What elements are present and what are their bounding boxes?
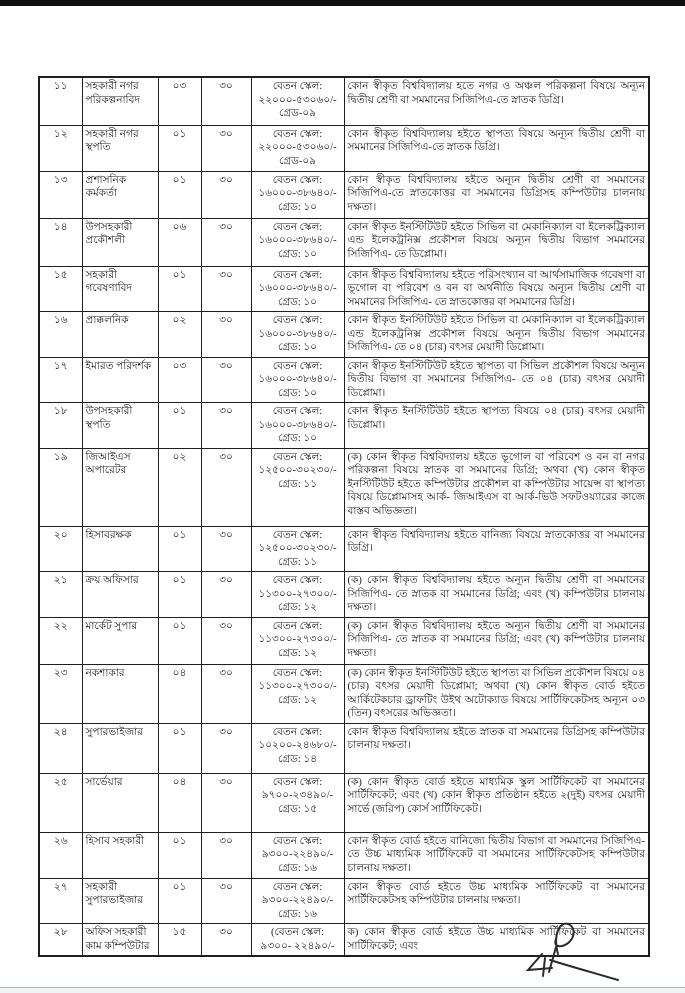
post-name-cell: নকশাকার bbox=[82, 664, 158, 723]
pay-grade: গ্রেড: ১১ bbox=[277, 556, 318, 568]
pay-scale-cell bbox=[251, 357, 344, 403]
vacancy-count-cell: ১৫ bbox=[158, 924, 201, 957]
pay-scale-label: (বেতন স্কেল: bbox=[271, 927, 324, 938]
vacancy-count-cell: ০১ bbox=[158, 723, 201, 773]
pay-scale-cell bbox=[251, 878, 344, 924]
pay-grade: গ্রেড: ১০ bbox=[277, 387, 318, 399]
pay-scale-label: বেতন স্কেল: bbox=[272, 269, 323, 281]
age-limit-cell: ৩০ bbox=[201, 723, 251, 773]
qualification-cell: কোন স্বীকৃত ইনস্টিটিউট হইতে স্থাপত্য বা সিভিল প্রকৌশল বিষয়ে অন্যূন দ্বিতীয় বিভাগ বা সমমানের সিজিপিএ- তে ০৪ (চার) বৎসর মেয়াদী ডিপ্লোমা। bbox=[344, 357, 649, 403]
serial-cell: ২৭ bbox=[39, 878, 82, 924]
serial-cell: ১৭ bbox=[39, 357, 82, 403]
serial-cell: ২১ bbox=[39, 572, 82, 618]
qualification-cell: কোন স্বীকৃত বিশ্ববিদ্যালয় হইতে স্থাপত্য বিষয়ে অন্যূন দ্বিতীয় শ্রেণী বা সমমানের সিজিপিএ-তে স্নাতক ডিগ্রি। bbox=[344, 125, 649, 171]
age-limit-cell: ৩০ bbox=[201, 125, 251, 171]
pay-scale-range: ১৬০০০-৩৮৬৪০/- bbox=[258, 235, 337, 246]
age-limit-cell: ৩০ bbox=[201, 171, 251, 218]
qualification-cell: কোন স্বীকৃত বিশ্ববিদ্যালয় হতে নগর ও অঞ্চল পরিকল্পনা বিষয়ে অন্যূন দ্বিতীয় শ্রেণী বা সমমানের সিজিপিএ-তে স্নাতক ডিগ্রি। bbox=[344, 77, 649, 125]
table-row bbox=[39, 617, 649, 664]
serial-cell: ১৮ bbox=[39, 403, 82, 449]
pay-scale-cell bbox=[251, 403, 344, 449]
age-limit-cell: ৩০ bbox=[201, 832, 251, 878]
table-row bbox=[39, 664, 649, 723]
recruitment-table bbox=[38, 76, 650, 957]
serial-cell: ২৬ bbox=[39, 832, 82, 878]
serial-cell: ২৮ bbox=[39, 924, 82, 957]
serial-cell: ১২ bbox=[39, 125, 82, 171]
age-limit-cell: ৩০ bbox=[201, 266, 251, 312]
pay-scale-cell bbox=[251, 664, 344, 723]
pay-grade: গ্রেড-০৯ bbox=[279, 108, 316, 119]
qualification-cell: (ক) কোন স্বীকৃত বিশ্ববিদ্যালয় হইতে অন্যূন দ্বিতীয় শ্রেণী বা সমমানের সিজিপিএ- তে স্নাতক বা সমমানের ডিগ্রি; এবং (খ) কম্পিউটার চালনায় দক্ষতা। bbox=[344, 617, 649, 664]
pay-scale-range: ১১৩০০-২৭৩০০/- bbox=[258, 634, 337, 645]
vacancy-count-cell: ০১ bbox=[158, 526, 201, 572]
qualification-cell: কোন স্বীকৃত ইনস্টিটিউট হইতে স্থাপত্য বিষয়ে ০৪ (চার) বৎসর মেয়াদী ডিপ্লোমা। bbox=[344, 403, 649, 449]
table-row bbox=[39, 266, 649, 312]
pay-scale-range: ১৬০০০-৩৮৬৪০/- bbox=[258, 374, 337, 385]
pay-scale-cell bbox=[251, 448, 344, 526]
qualification-cell: কোন স্বীকৃত বিশ্ববিদ্যালয় হইতে স্নাতক বা সমমানের ডিগ্রিসহ কম্পিউটার চালনায় দক্ষতা। bbox=[344, 723, 649, 773]
pay-scale-label: বেতন স্কেল: bbox=[272, 451, 323, 463]
pay-scale-label: বেতন স্কেল: bbox=[272, 835, 323, 847]
vacancy-count-cell: ০২ bbox=[158, 312, 201, 358]
serial-cell: ২০ bbox=[39, 526, 82, 572]
pay-scale-range: ১৬০০০-৩৮৬৪০/- bbox=[258, 419, 337, 431]
pay-scale-label: বেতন স্কেল: bbox=[272, 81, 323, 92]
pay-scale-cell bbox=[251, 218, 344, 266]
table-row bbox=[39, 832, 649, 878]
pay-scale-label: বেতন স্কেল: bbox=[272, 174, 323, 186]
serial-cell: ১৩ bbox=[39, 171, 82, 218]
vacancy-count-cell: ০১ bbox=[158, 171, 201, 218]
table-row bbox=[39, 403, 649, 449]
age-limit-cell: ৩০ bbox=[201, 312, 251, 358]
post-name-cell: জিআইএস অপারেটর bbox=[82, 448, 158, 526]
pay-scale-range: ১২৫০০-৩০২৩০/- bbox=[258, 543, 337, 554]
pay-scale-range: ১৬০০০-৩৮৬৪০/- bbox=[258, 283, 337, 294]
pay-scale-range: ১২৫০০-৩০২৩০/- bbox=[258, 465, 337, 476]
qualification-cell: কোন স্বীকৃত ইনস্টিটিউট হইতে সিভিল বা মেকানিক্যাল বা ইলেকট্রিক্যাল এন্ড ইলেকট্রনিক্স প্রকৌশল বিষয়ে অন্যূন দ্বিতীয় বিভাগ সমমানের সিজিপিএ- তে ডিপ্লোমা। bbox=[344, 218, 649, 266]
pay-scale-cell bbox=[251, 924, 344, 957]
pay-scale-range: ৯৩০০-২২৪৯০/- bbox=[261, 895, 334, 906]
post-name-cell: উপসহকারী স্থপতি bbox=[82, 403, 158, 449]
pay-grade: গ্রেড: ১৬ bbox=[277, 862, 318, 874]
post-name-cell: সুপারভাইজার bbox=[82, 723, 158, 773]
serial-cell: ১৫ bbox=[39, 266, 82, 312]
pay-scale-label: বেতন স্কেল: bbox=[272, 529, 323, 541]
pay-scale-range: ২২০০০-৫৩০৬০/- bbox=[258, 94, 337, 106]
qualification-cell: কোন স্বীকৃত বিশ্ববিদ্যালয় হইতে বানিজ্য বিষয়ে স্নাতকোত্তর বা সমমানের ডিগ্রি। bbox=[344, 526, 649, 572]
table-row bbox=[39, 125, 649, 171]
age-limit-cell: ৩০ bbox=[201, 403, 251, 449]
vacancy-count-cell: ০৪ bbox=[158, 664, 201, 723]
qualification-cell: কোন স্বীকৃত বোর্ড হইতে উচ্চ মাধ্যমিক সার্টিফিকেট বা সমমানের সার্টিফিকেটসহ কম্পিউটার চালনায় দক্ষতা। bbox=[344, 878, 649, 924]
post-name-cell: সার্ভেয়ার bbox=[82, 773, 158, 832]
pay-scale-cell bbox=[251, 617, 344, 664]
pay-grade: গ্রেড: ১২ bbox=[277, 647, 318, 659]
table-row bbox=[39, 77, 649, 125]
pay-grade: গ্রেড: ১২ bbox=[277, 694, 318, 706]
pay-scale-range: ১১৩০০-২৭৩০০/- bbox=[258, 588, 337, 600]
qualification-cell: কোন স্বীকৃত বোর্ড হইতে বানিজ্যে দ্বিতীয় বিভাগ বা সমমানের সিজিপিএ-তে উচ্চ মাধ্যমিক সার্টিফিকেট বা সমমানের সার্টিফিকেটসহ কম্পিউটার চালনায় দক্ষতা। bbox=[344, 832, 649, 878]
age-limit-cell: ৩০ bbox=[201, 878, 251, 924]
age-limit-cell: ৩০ bbox=[201, 218, 251, 266]
pay-scale-label: বেতন স্কেল: bbox=[272, 360, 323, 372]
serial-cell: ২৩ bbox=[39, 664, 82, 723]
age-limit-cell: ৩০ bbox=[201, 664, 251, 723]
vacancy-count-cell: ০৪ bbox=[158, 773, 201, 832]
qualification-cell: কোন স্বীকৃত বিশ্ববিদ্যালয় হইতে পরিসংখ্যান বা আর্থসামাজিক গবেষণা বা ভূগোল বা পরিবেশ ও বন বা অর্থনীতি বিষয়ে অন্যূন দ্বিতীয় শ্রেণী বা সমমানের সিজিপিএ- তে স্নাতকোত্তর বা সমমানের ডিগ্রি। bbox=[344, 266, 649, 312]
vacancy-count-cell: ০১ bbox=[158, 403, 201, 449]
pay-scale-label: বেতন স্কেল: bbox=[272, 667, 323, 679]
pay-scale-cell bbox=[251, 77, 344, 125]
pay-scale-range: ৯৭০০-২৩৪৯০/- bbox=[261, 790, 334, 801]
vacancy-count-cell: ০২ bbox=[158, 448, 201, 526]
pay-scale-label: বেতন স্কেল: bbox=[272, 575, 323, 586]
post-name-cell: প্রশাসনিক কর্মকর্তা bbox=[82, 171, 158, 218]
qualification-cell: (ক) কোন স্বীকৃত বিশ্ববিদ্যালয় হইতে অন্যূন দ্বিতীয় শ্রেণী বা সমমানের সিজিপিএ- তে স্নাতক বা সমমানের ডিগ্রি; এবং (খ) কম্পিউটার চালনায় দক্ষতা। bbox=[344, 572, 649, 618]
pay-scale-cell bbox=[251, 125, 344, 171]
pay-scale-cell bbox=[251, 266, 344, 312]
table-row bbox=[39, 357, 649, 403]
top-scan-bar bbox=[0, 0, 685, 6]
pay-scale-label: বেতন স্কেল: bbox=[272, 221, 323, 233]
vacancy-count-cell: ০১ bbox=[158, 125, 201, 171]
pay-scale-range: ৯৩০০- ২২৪৯০/- bbox=[260, 940, 335, 952]
age-limit-cell: ৩০ bbox=[201, 77, 251, 125]
qualification-cell: (ক) কোন স্বীকৃত বোর্ড হইতে মাধ্যমিক স্কুল সার্টিফিকেট বা সমমানের সার্টিফিকেট; এবং (খ) কোন স্বীকৃত প্রতিষ্ঠান হইতে ২(দুই) বৎসর মেয়াদী সার্ভে (জরিপ) কোর্স সার্টিফিকেট। bbox=[344, 773, 649, 832]
vacancy-count-cell: ০৬ bbox=[158, 218, 201, 266]
vacancy-count-cell: ০৩ bbox=[158, 77, 201, 125]
post-name-cell: সহকারী সুপারভাইজার bbox=[82, 878, 158, 924]
pay-grade: গ্রেড: ১০ bbox=[277, 433, 318, 444]
pay-grade: গ্রেড: ১৪ bbox=[277, 753, 318, 765]
pay-grade: গ্রেড: ১৫ bbox=[277, 803, 318, 815]
post-name-cell: সহকারী নগর স্থপতি bbox=[82, 125, 158, 171]
pay-grade: গ্রেড: ১৬ bbox=[277, 908, 318, 920]
vacancy-count-cell: ০৩ bbox=[158, 357, 201, 403]
pay-scale-range: ১৬০০০-৩৮৬৪০/- bbox=[258, 328, 337, 340]
pay-scale-range: ১১৩০০-২৭৩০০/- bbox=[258, 681, 337, 692]
serial-cell: ১৯ bbox=[39, 448, 82, 526]
pay-scale-label: বেতন স্কেল: bbox=[272, 620, 323, 632]
pay-scale-cell bbox=[251, 832, 344, 878]
pay-scale-cell bbox=[251, 572, 344, 618]
age-limit-cell: ৩০ bbox=[201, 924, 251, 957]
vacancy-count-cell: ০১ bbox=[158, 266, 201, 312]
age-limit-cell: ৩০ bbox=[201, 617, 251, 664]
pay-scale-label: বেতন স্কেল: bbox=[272, 315, 323, 326]
pay-grade: গ্রেড: ১০ bbox=[277, 248, 318, 260]
table-row bbox=[39, 312, 649, 358]
pay-scale-cell bbox=[251, 773, 344, 832]
vacancy-count-cell: ০১ bbox=[158, 832, 201, 878]
age-limit-cell: ৩০ bbox=[201, 357, 251, 403]
pay-scale-range: ১৬০০০-৩৮৬৪০/- bbox=[258, 188, 337, 199]
serial-cell: ১৪ bbox=[39, 218, 82, 266]
post-name-cell: হিসাব সহকারী bbox=[82, 832, 158, 878]
pay-scale-cell bbox=[251, 723, 344, 773]
table-row bbox=[39, 723, 649, 773]
pay-scale-label: বেতন স্কেল: bbox=[272, 128, 323, 140]
pay-grade: গ্রেড: ১২ bbox=[277, 602, 318, 613]
signature-scribble bbox=[512, 916, 627, 984]
pay-scale-range: ২২০০০-৫৩০৬০/- bbox=[258, 142, 337, 153]
qualification-cell: (ক) কোন স্বীকৃত ইনস্টিটিউট হইতে স্থাপত্য বা সিভিল প্রকৌশল বিষয়ে ০৪ (চার) বৎসর মেয়াদী ডিপ্লোমা; অথবা (খ) কোন স্বীকৃত বোর্ড হইতে আর্কিটেকচার ড্রাফটিং উইথ অটোক্যাড বিষয়ে সার্টিফিকেটসহ অন্যূন ০৩ (তিন) বৎসরের অভিজ্ঞতা। bbox=[344, 664, 649, 723]
pay-grade: গ্রেড: ১০ bbox=[277, 296, 318, 308]
serial-cell: ২৫ bbox=[39, 773, 82, 832]
post-name-cell: ইমারত পরিদর্শক bbox=[82, 357, 158, 403]
pay-scale-cell bbox=[251, 312, 344, 358]
pay-scale-range: ১০২০০-২৪৬৮০/- bbox=[258, 740, 337, 751]
pay-scale-label: বেতন স্কেল: bbox=[272, 881, 323, 893]
table-row bbox=[39, 526, 649, 572]
table-row bbox=[39, 218, 649, 266]
post-name-cell: ক্রয় অফিসার bbox=[82, 572, 158, 618]
vacancy-count-cell: ০১ bbox=[158, 572, 201, 618]
age-limit-cell: ৩০ bbox=[201, 448, 251, 526]
vacancy-count-cell: ০১ bbox=[158, 617, 201, 664]
table-body bbox=[39, 77, 649, 956]
bottom-scan-bar bbox=[0, 987, 685, 993]
table-row bbox=[39, 171, 649, 218]
pay-grade: গ্রেড: ১০ bbox=[277, 342, 318, 353]
qualification-cell: ক) কোন স্বীকৃত বোর্ড হইতে উচ্চ মাধ্যমিক সার্টিফিকেট বা সমমানের সার্টিফিকেট; এবং bbox=[344, 924, 649, 957]
pay-scale-label: বেতন স্কেল: bbox=[272, 776, 323, 788]
pay-scale-range: ৯৩০০-২২৪৯০/- bbox=[261, 849, 334, 860]
post-name-cell: হিসাবরক্ষক bbox=[82, 526, 158, 572]
qualification-cell: কোন স্বীকৃত ইনস্টিটিউট হইতে সিভিল বা মেকানিক্যাল বা ইলেকট্রিক্যাল এন্ড ইলেকট্রনিক্স প্রকৌশল বিষয়ে অন্যূন দ্বিতীয় বিভাগ সমমানের সিজিপিএ- তে ০৪ (চার) বৎসর মেয়াদী ডিপ্লোমা। bbox=[344, 312, 649, 358]
table-row bbox=[39, 572, 649, 618]
pay-scale-cell bbox=[251, 171, 344, 218]
qualification-cell: (ক) কোন স্বীকৃত বিশ্ববিদ্যালয় হইতে ভূগোল বা পরিবেশ ও বন বা নগর পরিকল্পনা বিষয়ে স্নাতক বা সমমানের ডিগ্রি; অথবা (খ) কোন স্বীকৃত ইনস্টিটিউট হইতে কম্পিউটার প্রকৌশল বা কম্পিউটার সায়েন্স বা স্থাপত্য বিষয়ে ডিপ্লোমাসহ আর্ক- জিআইএস বা আর্ক-ভিউ সফটওয়্যারের কাজে বাস্তব অভিজ্ঞতা। bbox=[344, 448, 649, 526]
serial-cell: ১১ bbox=[39, 77, 82, 125]
table-row bbox=[39, 773, 649, 832]
post-name-cell: প্রাক্কলনিক bbox=[82, 312, 158, 358]
post-name-cell: সহকারী নগর পরিকল্পনাবিদ bbox=[82, 77, 158, 125]
table-row bbox=[39, 448, 649, 526]
pay-grade: গ্রেড: ১১ bbox=[277, 478, 318, 490]
age-limit-cell: ৩০ bbox=[201, 572, 251, 618]
post-name-cell: উপসহকারী প্রকৌশলী bbox=[82, 218, 158, 266]
age-limit-cell: ৩০ bbox=[201, 773, 251, 832]
pay-scale-label: বেতন স্কেল: bbox=[272, 726, 323, 738]
vacancy-count-cell: ০১ bbox=[158, 878, 201, 924]
qualification-cell: কোন স্বীকৃত বিশ্ববিদ্যালয় হইতে অন্যূন দ্বিতীয় শ্রেণী বা সমমানের সিজিপিএ-তে স্নাতকোত্তর বা সমমানের ডিগ্রিসহ কম্পিউটার চালনায় দক্ষতা। bbox=[344, 171, 649, 218]
pay-scale-label: বেতন স্কেল: bbox=[272, 406, 323, 417]
post-name-cell: অফিস সহকারী কাম কম্পিউটার bbox=[82, 924, 158, 957]
serial-cell: ১৬ bbox=[39, 312, 82, 358]
pay-grade: গ্রেড: ১০ bbox=[277, 201, 318, 213]
pay-grade: গ্রেড-০৯ bbox=[279, 155, 316, 167]
post-name-cell: মার্কেট সুপার bbox=[82, 617, 158, 664]
post-name-cell: সহকারী গবেষণাবিদ bbox=[82, 266, 158, 312]
pay-scale-cell bbox=[251, 526, 344, 572]
serial-cell: ২২ bbox=[39, 617, 82, 664]
age-limit-cell: ৩০ bbox=[201, 526, 251, 572]
serial-cell: ২৪ bbox=[39, 723, 82, 773]
